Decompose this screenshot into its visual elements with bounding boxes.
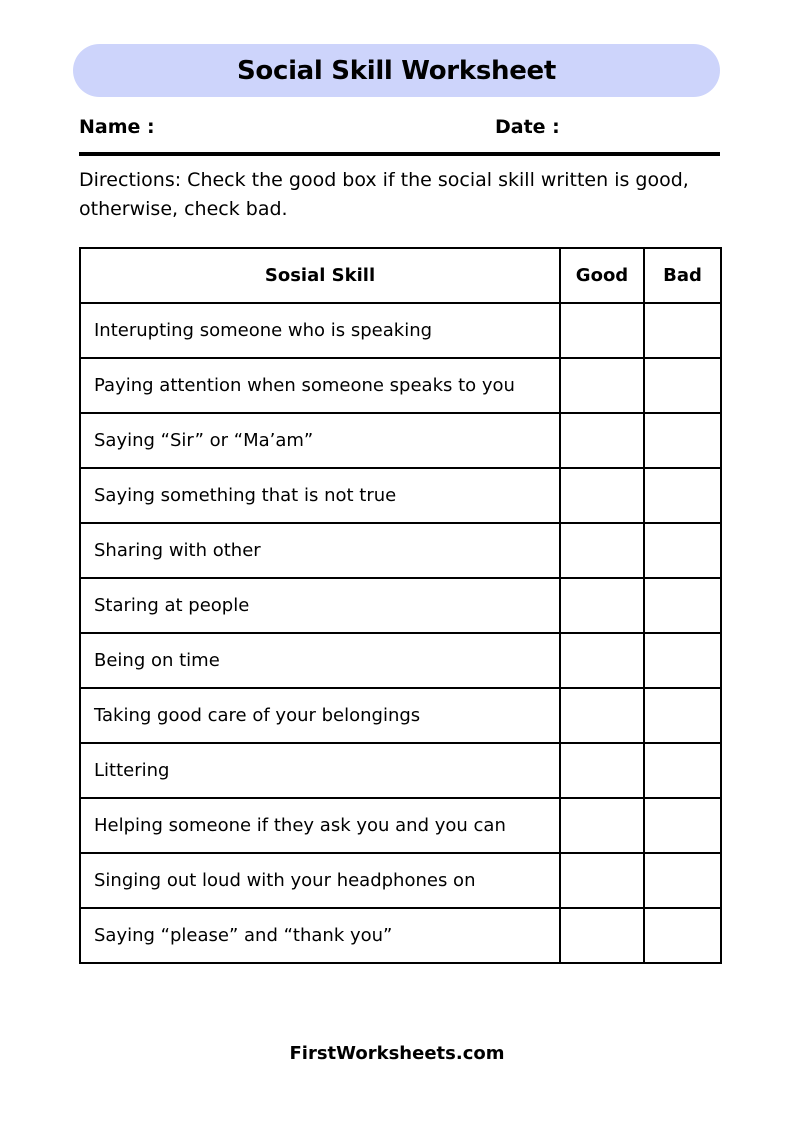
directions-text: Directions: Check the good box if the social skill written is good, otherwise, check bad. (79, 169, 689, 220)
good-checkbox-cell[interactable] (560, 633, 644, 688)
info-row (79, 116, 720, 142)
bad-checkbox-cell[interactable] (644, 633, 721, 688)
good-checkbox-cell[interactable] (560, 523, 644, 578)
skill-cell: Helping someone if they ask you and you can (80, 798, 560, 853)
bad-checkbox-cell[interactable] (644, 908, 721, 963)
footer-site-name: FirstWorksheets.com (289, 1043, 505, 1064)
bad-checkbox-cell[interactable] (644, 523, 721, 578)
good-checkbox-cell[interactable] (560, 358, 644, 413)
bad-checkbox-cell[interactable] (644, 468, 721, 523)
table-row (80, 358, 721, 413)
good-checkbox-cell[interactable] (560, 853, 644, 908)
skill-cell: Saying “Sir” or “Ma’am” (80, 413, 560, 468)
skill-cell: Saying something that is not true (80, 468, 560, 523)
table-row (80, 688, 721, 743)
bad-checkbox-cell[interactable] (644, 853, 721, 908)
title-banner (73, 44, 720, 97)
skill-cell: Being on time (80, 633, 560, 688)
good-checkbox-cell[interactable] (560, 468, 644, 523)
table-row (80, 743, 721, 798)
good-checkbox-cell[interactable] (560, 743, 644, 798)
skill-cell: Saying “please” and “thank you” (80, 908, 560, 963)
bad-checkbox-cell[interactable] (644, 743, 721, 798)
table-row (80, 468, 721, 523)
table-row (80, 908, 721, 963)
skills-table (79, 247, 722, 964)
good-checkbox-cell[interactable] (560, 798, 644, 853)
table-row (80, 633, 721, 688)
table-row (80, 413, 721, 468)
table-row (80, 798, 721, 853)
bad-checkbox-cell[interactable] (644, 303, 721, 358)
skill-cell: Littering (80, 743, 560, 798)
table-row (80, 303, 721, 358)
table-row (80, 853, 721, 908)
good-checkbox-cell[interactable] (560, 908, 644, 963)
table-header-row (80, 248, 721, 303)
skill-cell: Sharing with other (80, 523, 560, 578)
page-title: Social Skill Worksheet (236, 55, 557, 86)
header-bad: Bad (644, 248, 721, 303)
bad-checkbox-cell[interactable] (644, 358, 721, 413)
good-checkbox-cell[interactable] (560, 578, 644, 633)
bad-checkbox-cell[interactable] (644, 688, 721, 743)
bad-checkbox-cell[interactable] (644, 798, 721, 853)
header-skill: Sosial Skill (80, 248, 560, 303)
bad-checkbox-cell[interactable] (644, 578, 721, 633)
skill-cell: Staring at people (80, 578, 560, 633)
bad-checkbox-cell[interactable] (644, 413, 721, 468)
header-good: Good (560, 248, 644, 303)
skill-cell: Taking good care of your belongings (80, 688, 560, 743)
good-checkbox-cell[interactable] (560, 413, 644, 468)
good-checkbox-cell[interactable] (560, 688, 644, 743)
name-label: Name : (79, 116, 155, 138)
date-label: Date : (495, 116, 560, 138)
good-checkbox-cell[interactable] (560, 303, 644, 358)
header-divider (79, 152, 720, 156)
skill-cell: Interupting someone who is speaking (80, 303, 560, 358)
skill-cell: Singing out loud with your headphones on (80, 853, 560, 908)
table-row (80, 523, 721, 578)
skill-cell: Paying attention when someone speaks to you (80, 358, 560, 413)
table-row (80, 578, 721, 633)
